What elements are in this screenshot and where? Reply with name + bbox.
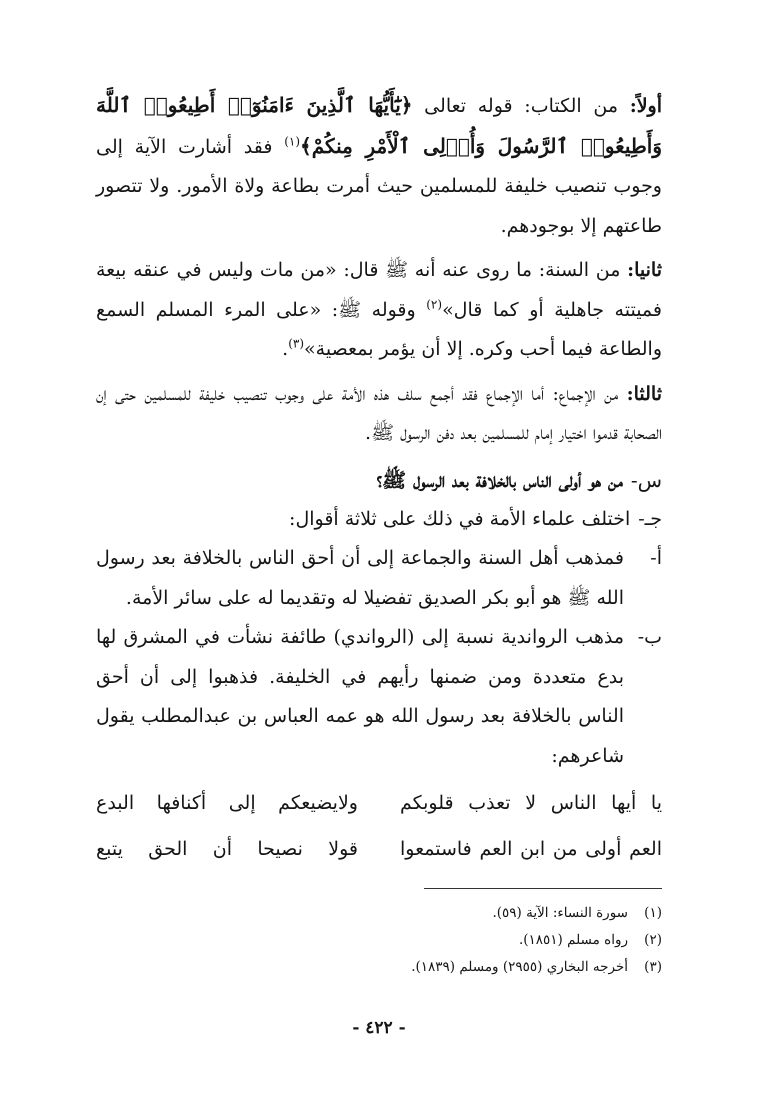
paragraph-text: من الإجماع: أما الإجماع فقد أجمع سلف هذه الأمة على وجوب تنصيب خليفة للمسلمين حتى إن الصحابة قدموا اختيار إمام للمسلمين بعد دفن الرسول ﷺ. <box>96 382 662 444</box>
footnote-ref: (٢) <box>426 297 443 312</box>
quran-verse: ﴿يَٰٓأَيُّهَا ٱلَّذِينَ ءَامَنُوٓا۟ أَطِيعُوا۟ ٱللَّهَ وَأَطِيعُوا۟ ٱلرَّسُولَ وَأُو۟لِى ٱلْأَمْرِ مِنكُمْ﴾ <box>96 93 663 158</box>
poem-hemistich-second: ولايضيعكم إلى أكنافها البدع <box>96 792 358 814</box>
paragraph-sunnah-evidence <box>96 251 662 370</box>
list-item-text: فمذهب أهل السنة والجماعة إلى أن أحق الناس بالخلافة بعد رسول الله ﷺ هو أبو بكر الصديق تفضيلا له وتقديما له على سائر الأمة. <box>96 547 624 609</box>
poem <box>96 780 662 872</box>
footnotes <box>300 900 662 981</box>
footnote-text: أخرجه البخاري (٢٩٥٥) ومسلم (١٨٣٩). <box>411 959 628 975</box>
paragraph-lead: ثالثا: <box>626 382 662 405</box>
poem-hemistich-first: يا أيها الناس لا تعذب قلوبكم <box>400 792 662 814</box>
poem-hemistich-second: قولا نصيحا أن الحق يتبع <box>96 838 358 860</box>
paragraph-lead: ثانيا: <box>627 259 662 281</box>
paragraph-text: من الكتاب: قوله تعالى <box>412 95 630 117</box>
page-number: - ٤٢٢ - <box>352 1018 406 1038</box>
footnote-ref: (٣) <box>288 336 305 351</box>
list-item-marker: ب- <box>637 626 662 648</box>
poem-hemistich-first: العم أولى من ابن العم فاستمعوا <box>400 838 662 860</box>
paragraph-quran-evidence <box>96 86 662 246</box>
list-item <box>96 618 662 776</box>
footnote <box>300 954 662 981</box>
page-body <box>96 86 662 872</box>
list-item-marker: أ- <box>650 547 662 569</box>
footnote-number: (١) <box>644 905 662 921</box>
paragraph-text: وقوله ﷺ: «على المرء المسلم السمع والطاعة فيما أحب وكره. إلا أن يؤمر بمعصية» <box>96 298 662 360</box>
answer-marker: جـ- <box>638 507 662 530</box>
question <box>96 460 662 500</box>
footnote-divider <box>424 888 662 889</box>
paragraph-lead: أولاً: <box>629 95 663 117</box>
paragraph-text: . <box>282 338 289 360</box>
list-item <box>96 539 662 618</box>
footnote-text: سورة النساء: الآية (٥٩). <box>492 905 628 921</box>
question-marker: س- <box>630 467 662 492</box>
footnote-ref: (١) <box>284 134 301 149</box>
question-text: من هو أولى الناس بالخلافة بعد الرسول ﷺ؟ <box>376 467 623 492</box>
paragraph-consensus-evidence <box>96 375 662 454</box>
footnote <box>300 900 662 927</box>
poem-verse <box>96 826 662 872</box>
footnote-number: (٣) <box>644 959 662 975</box>
answer-text: اختلف علماء الأمة في ذلك على ثلاثة أقوال: <box>289 507 631 530</box>
list-item-text: مذهب الرواندية نسبة إلى (الرواندي) طائفة نشأت في المشرق لها بدع متعددة ومن ضمنها رأيهم في الخليفة. فذهبوا إلى أن أحق الناس بالخلافة بعد رسول الله هو عمه العباس بن عبدالمطلب يقول شاعرهم: <box>96 626 624 767</box>
poem-verse <box>96 780 662 826</box>
paragraph-text: من السنة: ما روى عنه أنه ﷺ قال: «من مات وليس في عنقه بيعة فميتته جاهلية أو كما قال» <box>96 259 662 321</box>
footnote-text: رواه مسلم (١٨٥١). <box>518 932 628 948</box>
footnote-number: (٢) <box>644 932 662 948</box>
answer <box>96 500 662 540</box>
paragraph-text: فقد أشارت الآية إلى وجوب تنصيب خليفة للمسلمين حيث أمرت بطاعة ولاة الأمور. ولا تتصور طاعتهم إلا بوجودهم. <box>96 135 662 237</box>
footnote <box>300 927 662 954</box>
